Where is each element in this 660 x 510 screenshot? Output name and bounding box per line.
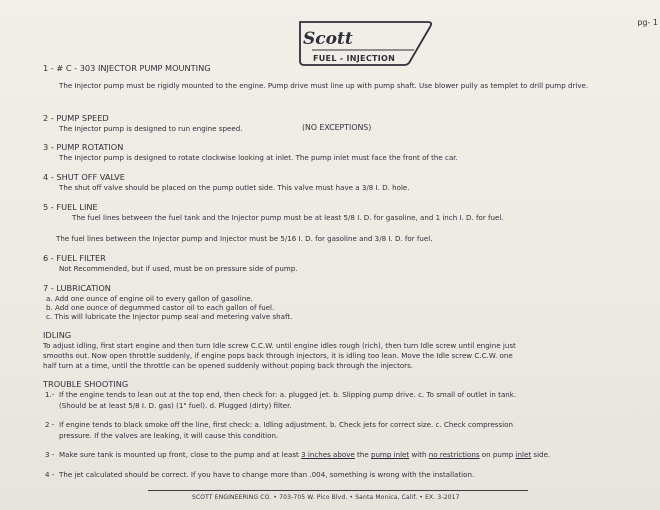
trouble-2-number: 2 -: [45, 420, 55, 429]
trouble-2-line-2: pressure. If the valves are leaking, it will cause this condition.: [59, 431, 279, 440]
section-6-heading: 6 - FUEL FILTER: [43, 253, 106, 263]
section-5-body-1: The fuel lines between the fuel tank and the Injector pump must be at least 5/8 I. D. for gasoline, and 1 inch I. D. for fuel.: [72, 213, 504, 222]
idling-line-1: To adjust idling, first start engine and then turn Idle screw C.C.W. until engine idles rough (rich), then turn Idle screw until engine just: [43, 341, 516, 350]
troubleshooting-heading: TROUBLE SHOOTING: [43, 379, 129, 389]
idling-line-2: smooths out. Now open throttle suddenly, if engine pops back through injectors, it is idling too lean. Move the Idle screw C.C.W. one: [43, 351, 513, 360]
section-4-heading: 4 - SHUT OFF VALVE: [43, 172, 125, 182]
section-5-heading: 5 - FUEL LINE: [43, 202, 98, 212]
idling-heading: IDLING: [43, 330, 72, 340]
trouble-1-line-1: If the engine tends to lean out at the top end, then check for: a. plugged jet. b. Slipping pump drive. c. To small of outlet in tank.: [59, 390, 517, 399]
logo-tagline: FUEL - INJECTION: [313, 54, 396, 63]
section-5-body-2: The fuel lines between the Injector pump and Injector must be 5/16 I. D. for gasoline and 3/8 I. D. for fuel.: [56, 234, 433, 243]
trouble-3-line: Make sure tank is mounted up front, close to the pump and at least 3 inches above the pump inlet with no restrictions on pump inlet side.: [59, 450, 551, 459]
trouble-4-line: The jet calculated should be correct. If you have to change more than .004, something is wrong with the installation.: [59, 470, 475, 479]
trouble-2-line-1: If engine tends to black smoke off the line, first check: a. Idling adjustment. b. Check jets for correct size. c. Check compression: [59, 420, 513, 429]
section-2-note: (NO EXCEPTIONS): [302, 123, 372, 132]
section-3-heading: 3 - PUMP ROTATION: [43, 142, 124, 152]
section-7-item-a: a. Add one ounce of engine oil to every gallon of gasoline.: [46, 294, 253, 303]
section-4-body: The shut off valve should be placed on the pump outlet side. This valve must have a 3/8 I. D. hole.: [59, 183, 410, 192]
logo-brand: Scott: [303, 29, 353, 49]
section-7-item-c: c. This will lubricate the Injector pump seal and metering valve shaft.: [46, 312, 293, 321]
section-7-heading: 7 - LUBRICATION: [43, 283, 111, 293]
page-number: pg- 1: [637, 18, 658, 27]
section-2-heading: 2 - PUMP SPEED: [43, 113, 109, 123]
section-6-body: Not Recommended, but if used, must be on pressure side of pump.: [59, 264, 298, 273]
section-3-body: The Injector pump is designed to rotate clockwise looking at inlet. The pump inlet must face the front of the car.: [59, 153, 458, 162]
trouble-1-number: 1.-: [45, 390, 55, 399]
trouble-4-number: 4 -: [45, 470, 55, 479]
trouble-1-line-2: (Should be at least 5/8 I. D. gas) (1" fuel). d. Plugged (dirty) filter.: [59, 401, 292, 410]
idling-line-3: half turn at a time, until the throttle can be opened suddenly without poping back through the injectors.: [43, 361, 414, 370]
section-7-item-b: b. Add one ounce of degummed castor oil to each gallon of fuel.: [46, 303, 275, 312]
footer-divider: [148, 490, 528, 491]
trouble-3-number: 3 -: [45, 450, 55, 459]
section-2-body: The Injector pump is designed to run engine speed.: [59, 124, 243, 133]
section-1-heading: 1 - # C - 303 INJECTOR PUMP MOUNTING: [43, 63, 211, 73]
footer-address: SCOTT ENGINEERING CO. • 703-705 W. Pico Blvd. • Santa Monica, Calif. • EX. 3-2017: [192, 494, 460, 501]
section-1-body: The Injector pump must be rigidly mounted to the engine. Pump drive must line up with pump shaft. Use blower pully as templet to drill pump drive.: [59, 81, 589, 90]
